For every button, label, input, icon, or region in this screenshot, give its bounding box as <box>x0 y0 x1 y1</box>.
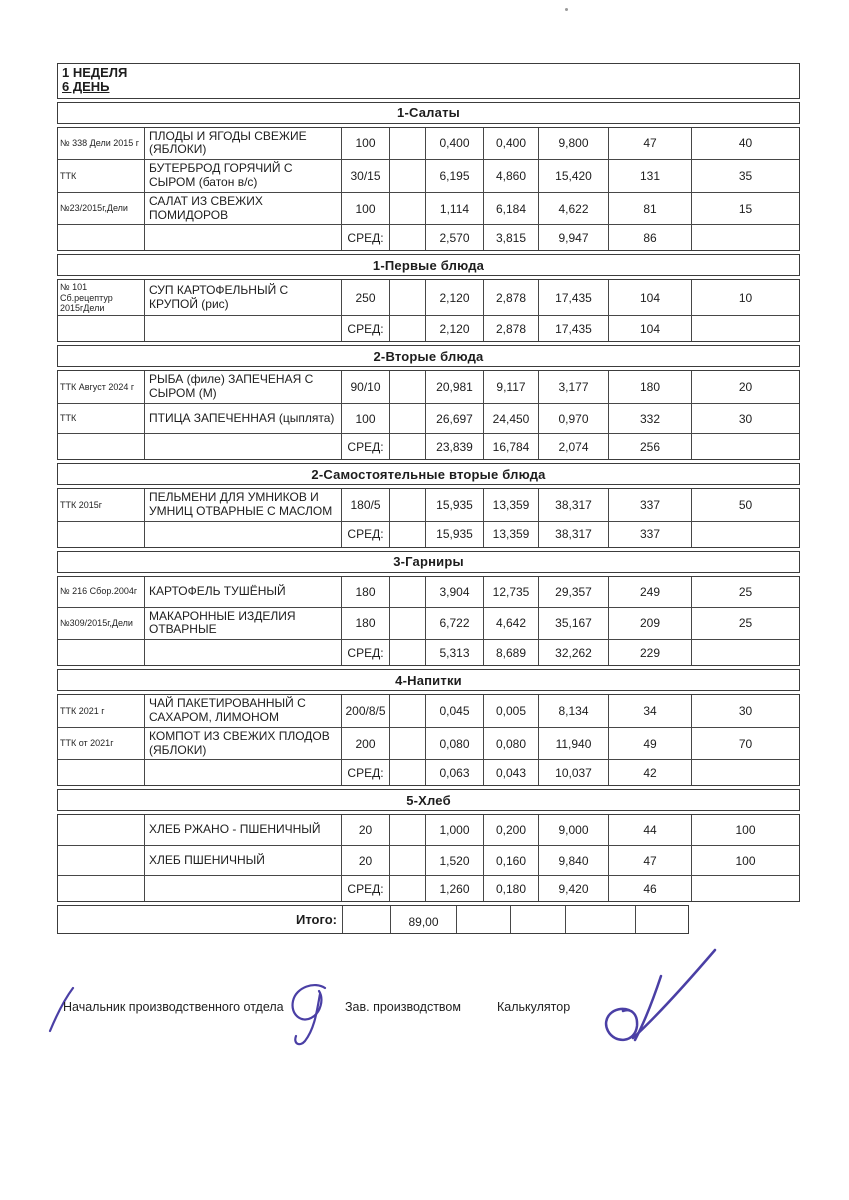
dish-name: САЛАТ ИЗ СВЕЖИХ ПОМИДОРОВ <box>144 192 341 225</box>
value-cell: 100 <box>691 815 799 845</box>
dish-name: КОМПОТ ИЗ СВЕЖИХ ПЛОДОВ (ЯБЛОКИ) <box>144 727 341 760</box>
average-row <box>58 224 799 250</box>
dish-name: ПЛОДЫ И ЯГОДЫ СВЕЖИЕ (ЯБЛОКИ) <box>144 128 341 160</box>
value-cell: 20 <box>691 371 799 403</box>
value-cell: 249 <box>608 577 691 607</box>
avg-value: 38,317 <box>538 521 608 547</box>
section-table-bread <box>57 814 800 902</box>
avg-value: 10,037 <box>538 759 608 785</box>
avg-value: 2,120 <box>425 315 483 341</box>
avg-value: 104 <box>608 315 691 341</box>
value-cell: 3,177 <box>538 371 608 403</box>
total-value: 89,00 <box>390 906 456 933</box>
dish-name: ХЛЕБ ПШЕНИЧНЫЙ <box>144 845 341 875</box>
dish-name: ПТИЦА ЗАПЕЧЕННАЯ (цыплята) <box>144 403 341 433</box>
value-cell: 9,117 <box>483 371 538 403</box>
recipe-source: ТТК <box>58 159 144 192</box>
empty-cell <box>389 159 425 192</box>
avg-value: 0,063 <box>425 759 483 785</box>
section-header-sides: 3-Гарниры <box>57 551 800 573</box>
empty-cell <box>389 727 425 760</box>
section-header-first-courses: 1-Первые блюда <box>57 254 800 276</box>
portion-cell: 180/5 <box>341 489 389 521</box>
value-cell: 3,904 <box>425 577 483 607</box>
value-cell: 0,200 <box>483 815 538 845</box>
empty-cell <box>456 906 510 933</box>
table-row <box>58 280 799 315</box>
avg-value <box>691 639 799 665</box>
average-row <box>58 521 799 547</box>
table-row <box>58 577 799 607</box>
value-cell: 1,000 <box>425 815 483 845</box>
empty-cell <box>144 759 341 785</box>
portion-cell: 100 <box>341 192 389 225</box>
avg-value: 9,420 <box>538 875 608 901</box>
portion-cell: 20 <box>341 845 389 875</box>
value-cell: 2,878 <box>483 280 538 315</box>
week-label: 1 НЕДЕЛЯ <box>62 65 128 80</box>
value-cell: 332 <box>608 403 691 433</box>
value-cell: 30 <box>691 403 799 433</box>
value-cell: 209 <box>608 607 691 640</box>
table-row <box>58 727 799 760</box>
average-row <box>58 875 799 901</box>
avg-value: 86 <box>608 224 691 250</box>
value-cell: 0,400 <box>483 128 538 160</box>
portion-cell: 250 <box>341 280 389 315</box>
empty-cell <box>389 224 425 250</box>
dish-name: РЫБА (филе) ЗАПЕЧЕНАЯ С СЫРОМ (М) <box>144 371 341 403</box>
section-table-salads <box>57 127 800 252</box>
avg-value <box>691 759 799 785</box>
value-cell: 15,420 <box>538 159 608 192</box>
value-cell: 40 <box>691 128 799 160</box>
avg-value: 229 <box>608 639 691 665</box>
avg-label: СРЕД: <box>341 759 389 785</box>
avg-label: СРЕД: <box>341 875 389 901</box>
avg-value: 23,839 <box>425 433 483 459</box>
avg-value: 337 <box>608 521 691 547</box>
avg-label: СРЕД: <box>341 433 389 459</box>
empty-cell <box>389 607 425 640</box>
scan-speck <box>565 8 568 11</box>
empty-cell <box>389 815 425 845</box>
value-cell: 9,840 <box>538 845 608 875</box>
dish-name: СУП КАРТОФЕЛЬНЫЙ С КРУПОЙ (рис) <box>144 280 341 315</box>
value-cell: 35,167 <box>538 607 608 640</box>
signature-footer <box>57 978 800 1098</box>
empty-cell <box>389 695 425 727</box>
dish-name: МАКАРОННЫЕ ИЗДЕЛИЯ ОТВАРНЫЕ <box>144 607 341 640</box>
value-cell: 12,735 <box>483 577 538 607</box>
avg-value: 32,262 <box>538 639 608 665</box>
position-title-head-of-production-dept: Начальник производственного отдела <box>63 1000 284 1015</box>
value-cell: 15 <box>691 192 799 225</box>
position-title-calculator: Калькулятор <box>497 1000 571 1015</box>
recipe-source: ТТК от 2021г <box>58 727 144 760</box>
empty-cell <box>58 875 144 901</box>
value-cell: 11,940 <box>538 727 608 760</box>
empty-cell <box>389 192 425 225</box>
recipe-source <box>58 845 144 875</box>
week-header <box>57 63 800 99</box>
empty-cell <box>144 315 341 341</box>
value-cell: 15,935 <box>425 489 483 521</box>
value-cell: 47 <box>608 845 691 875</box>
value-cell: 70 <box>691 727 799 760</box>
value-cell: 9,000 <box>538 815 608 845</box>
value-cell: 100 <box>691 845 799 875</box>
empty-cell <box>144 224 341 250</box>
value-cell: 0,080 <box>483 727 538 760</box>
value-cell: 0,045 <box>425 695 483 727</box>
portion-cell: 20 <box>341 815 389 845</box>
recipe-source: №23/2015г,Дели <box>58 192 144 225</box>
value-cell: 4,642 <box>483 607 538 640</box>
value-cell: 81 <box>608 192 691 225</box>
avg-value <box>691 315 799 341</box>
value-cell: 34 <box>608 695 691 727</box>
avg-value: 0,043 <box>483 759 538 785</box>
value-cell: 0,005 <box>483 695 538 727</box>
empty-cell <box>389 489 425 521</box>
recipe-source: № 216 Сбор.2004г <box>60 586 138 597</box>
table-row <box>58 128 799 160</box>
recipe-source: ТТК <box>58 403 144 433</box>
value-cell: 25 <box>691 607 799 640</box>
value-cell: 8,134 <box>538 695 608 727</box>
section-header-salads: 1-Салаты <box>57 102 800 124</box>
empty-cell <box>389 315 425 341</box>
avg-value: 9,947 <box>538 224 608 250</box>
dish-name: ЧАЙ ПАКЕТИРОВАННЫЙ С САХАРОМ, ЛИМОНОМ <box>144 695 341 727</box>
section-table-main-courses <box>57 370 800 460</box>
portion-cell: 200/8/5 <box>341 695 389 727</box>
value-cell: 38,317 <box>538 489 608 521</box>
signature-icon <box>279 978 341 1052</box>
avg-value: 2,570 <box>425 224 483 250</box>
table-row <box>58 607 799 640</box>
empty-cell <box>389 521 425 547</box>
section-table-drinks <box>57 694 800 786</box>
empty-cell <box>58 433 144 459</box>
value-cell: 49 <box>608 727 691 760</box>
avg-value <box>691 875 799 901</box>
value-cell: 17,435 <box>538 280 608 315</box>
empty-cell <box>389 845 425 875</box>
section-table-first-courses <box>57 279 800 342</box>
section-header-drinks: 4-Напитки <box>57 669 800 691</box>
value-cell: 26,697 <box>425 403 483 433</box>
empty-cell <box>565 906 635 933</box>
empty-cell <box>389 280 425 315</box>
empty-cell <box>389 639 425 665</box>
portion-cell: 200 <box>341 727 389 760</box>
empty-cell <box>389 403 425 433</box>
value-cell: 10 <box>691 280 799 315</box>
empty-cell <box>58 759 144 785</box>
section-table-sides <box>57 576 800 667</box>
day-label: 6 ДЕНЬ <box>62 79 110 95</box>
empty-cell <box>58 315 144 341</box>
avg-value: 16,784 <box>483 433 538 459</box>
value-cell: 6,184 <box>483 192 538 225</box>
average-row <box>58 315 799 341</box>
empty-cell <box>144 521 341 547</box>
value-cell: 337 <box>608 489 691 521</box>
section-header-bread: 5-Хлеб <box>57 789 800 811</box>
portion-cell: 100 <box>341 128 389 160</box>
portion-cell: 90/10 <box>341 371 389 403</box>
empty-cell <box>510 906 565 933</box>
portion-cell: 30/15 <box>341 159 389 192</box>
portion-cell: 180 <box>341 607 389 640</box>
avg-value: 8,689 <box>483 639 538 665</box>
value-cell: 30 <box>691 695 799 727</box>
avg-value: 256 <box>608 433 691 459</box>
avg-value <box>691 521 799 547</box>
value-cell: 0,080 <box>425 727 483 760</box>
avg-value: 5,313 <box>425 639 483 665</box>
empty-cell <box>389 577 425 607</box>
avg-value <box>691 433 799 459</box>
table-row <box>58 159 799 192</box>
recipe-source: ТТК 2015г <box>60 499 103 510</box>
dish-name: ХЛЕБ РЖАНО - ПШЕНИЧНЫЙ <box>144 815 341 845</box>
table-row <box>58 403 799 433</box>
portion-cell: 100 <box>341 403 389 433</box>
value-cell: 6,195 <box>425 159 483 192</box>
average-row <box>58 639 799 665</box>
avg-label: СРЕД: <box>341 521 389 547</box>
value-cell: 180 <box>608 371 691 403</box>
empty-cell <box>144 433 341 459</box>
avg-value: 15,935 <box>425 521 483 547</box>
table-row <box>58 695 799 727</box>
value-cell: 6,722 <box>425 607 483 640</box>
total-row <box>57 905 689 934</box>
value-cell: 104 <box>608 280 691 315</box>
table-row <box>58 845 799 875</box>
empty-cell <box>389 759 425 785</box>
empty-cell <box>635 906 688 933</box>
position-title-production-manager: Зав. производством <box>345 1000 461 1015</box>
value-cell: 0,400 <box>425 128 483 160</box>
avg-label: СРЕД: <box>341 639 389 665</box>
value-cell: 9,800 <box>538 128 608 160</box>
empty-cell <box>389 128 425 160</box>
value-cell: 0,160 <box>483 845 538 875</box>
empty-cell <box>389 371 425 403</box>
value-cell: 24,450 <box>483 403 538 433</box>
avg-value: 1,260 <box>425 875 483 901</box>
portion-cell: 180 <box>341 577 389 607</box>
value-cell: 13,359 <box>483 489 538 521</box>
value-cell: 0,970 <box>538 403 608 433</box>
avg-value: 46 <box>608 875 691 901</box>
recipe-source <box>58 815 144 845</box>
value-cell: 131 <box>608 159 691 192</box>
average-row <box>58 759 799 785</box>
recipe-source: ТТК Август 2024 г <box>60 382 135 393</box>
table-row <box>58 192 799 225</box>
empty-cell <box>144 639 341 665</box>
table-row <box>58 815 799 845</box>
empty-cell <box>389 875 425 901</box>
value-cell: 20,981 <box>425 371 483 403</box>
value-cell: 50 <box>691 489 799 521</box>
avg-label: СРЕД: <box>341 224 389 250</box>
value-cell: 29,357 <box>538 577 608 607</box>
avg-value: 2,074 <box>538 433 608 459</box>
avg-value: 42 <box>608 759 691 785</box>
value-cell: 47 <box>608 128 691 160</box>
avg-value: 17,435 <box>538 315 608 341</box>
empty-cell <box>58 224 144 250</box>
avg-value: 2,878 <box>483 315 538 341</box>
empty-cell <box>342 906 390 933</box>
recipe-source: № 101 Сб.рецептур 2015гДели <box>60 282 113 314</box>
avg-value: 3,815 <box>483 224 538 250</box>
section-header-main-courses: 2-Вторые блюда <box>57 345 800 367</box>
value-cell: 4,622 <box>538 192 608 225</box>
menu-document <box>57 63 800 1098</box>
empty-cell <box>144 875 341 901</box>
avg-value: 0,180 <box>483 875 538 901</box>
table-row <box>58 371 799 403</box>
value-cell: 2,120 <box>425 280 483 315</box>
average-row <box>58 433 799 459</box>
dish-name: ПЕЛЬМЕНИ ДЛЯ УМНИКОВ И УМНИЦ ОТВАРНЫЕ С МАСЛОМ <box>144 489 341 521</box>
value-cell: 1,520 <box>425 845 483 875</box>
empty-cell <box>58 639 144 665</box>
dish-name: БУТЕРБРОД ГОРЯЧИЙ С СЫРОМ (батон в/с) <box>144 159 341 192</box>
empty-cell <box>389 433 425 459</box>
value-cell: 4,860 <box>483 159 538 192</box>
recipe-source: №309/2015г,Дели <box>58 607 144 640</box>
section-header-standalone-main: 2-Самостоятельные вторые блюда <box>57 463 800 485</box>
total-label: Итого: <box>296 912 337 928</box>
table-row <box>58 489 799 521</box>
recipe-source: № 338 Дели 2015 г <box>60 138 140 149</box>
avg-label: СРЕД: <box>341 315 389 341</box>
avg-value <box>691 224 799 250</box>
avg-value: 13,359 <box>483 521 538 547</box>
value-cell: 44 <box>608 815 691 845</box>
signature-flourish-icon <box>597 946 722 1058</box>
recipe-source: ТТК 2021 г <box>60 705 105 716</box>
dish-name: КАРТОФЕЛЬ ТУШЁНЫЙ <box>144 577 341 607</box>
section-table-standalone-main <box>57 488 800 548</box>
value-cell: 1,114 <box>425 192 483 225</box>
value-cell: 35 <box>691 159 799 192</box>
value-cell: 25 <box>691 577 799 607</box>
empty-cell <box>58 521 144 547</box>
